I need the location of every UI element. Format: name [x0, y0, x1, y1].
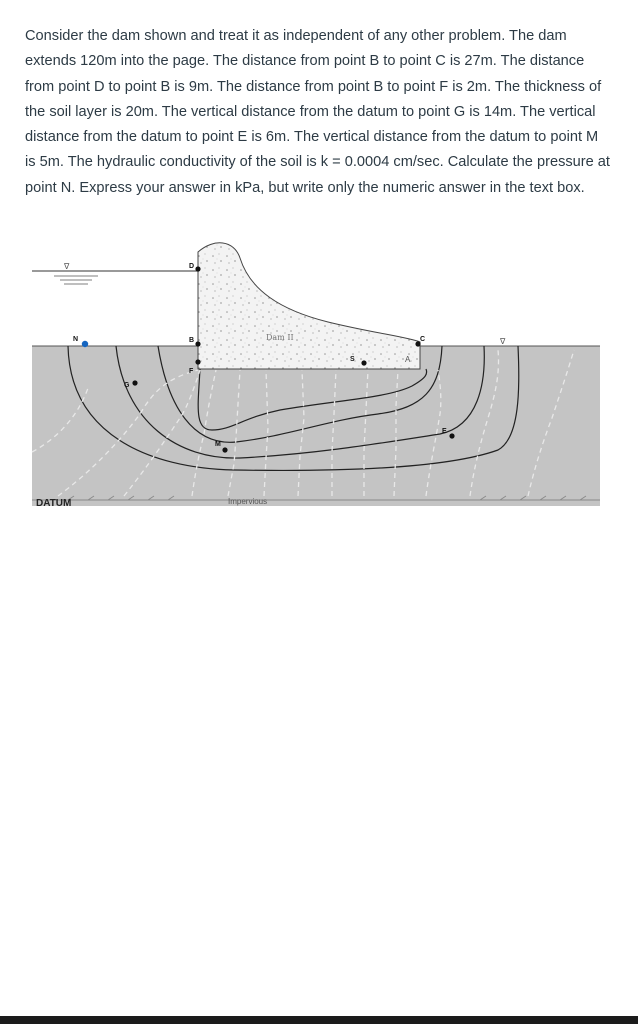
question-text: Consider the dam shown and treat it as independent of any other problem. The dam extends 120m into the page. The distance from point B to point C is 27m. The distance from point D to point B is 9m. The distance from point B to point F is 2m. The thickness of the soil layer is 20m. The vertical distance from the datum to point G is 14m. The vertical distance from the datum to point E is 6m. The vertical distance from the datum to point M is 5m. The hydraulic conductivity of the soil is k = 0.0004 cm/sec. Calculate the pressure at point N. Express your answer in kPa, but write only the numeric answer in the text box. [25, 28, 610, 196]
point-m-label: M [215, 441, 221, 448]
point-e-label: E [442, 428, 447, 435]
point-d-marker [195, 266, 200, 271]
point-b-marker [195, 341, 200, 346]
bottom-bar [0, 1016, 638, 1024]
point-f-marker [195, 359, 200, 364]
point-e-marker [449, 433, 454, 438]
point-m-marker [222, 447, 227, 452]
point-a-label: A [405, 355, 411, 364]
point-n-marker [82, 341, 88, 347]
point-d-label: D [189, 263, 195, 270]
datum-label: DATUM [36, 498, 72, 509]
upstream-water-lines [54, 276, 98, 284]
point-s-marker [361, 360, 366, 365]
point-g-label: G [124, 382, 130, 389]
dam-label: Dam II [266, 333, 294, 342]
dam-flow-net-figure [28, 238, 604, 516]
point-n-label: N [73, 336, 79, 343]
point-s-label: S [350, 356, 355, 363]
point-b-label: B [189, 337, 195, 344]
dam-body [198, 243, 420, 369]
point-g-marker [132, 380, 137, 385]
point-f-label: F [189, 368, 194, 375]
downstream-water-symbol: ∇ [500, 337, 506, 346]
point-c-label: C [420, 336, 426, 343]
upstream-water-symbol: ∇ [64, 262, 70, 271]
impervious-label: Impervious [228, 497, 268, 506]
